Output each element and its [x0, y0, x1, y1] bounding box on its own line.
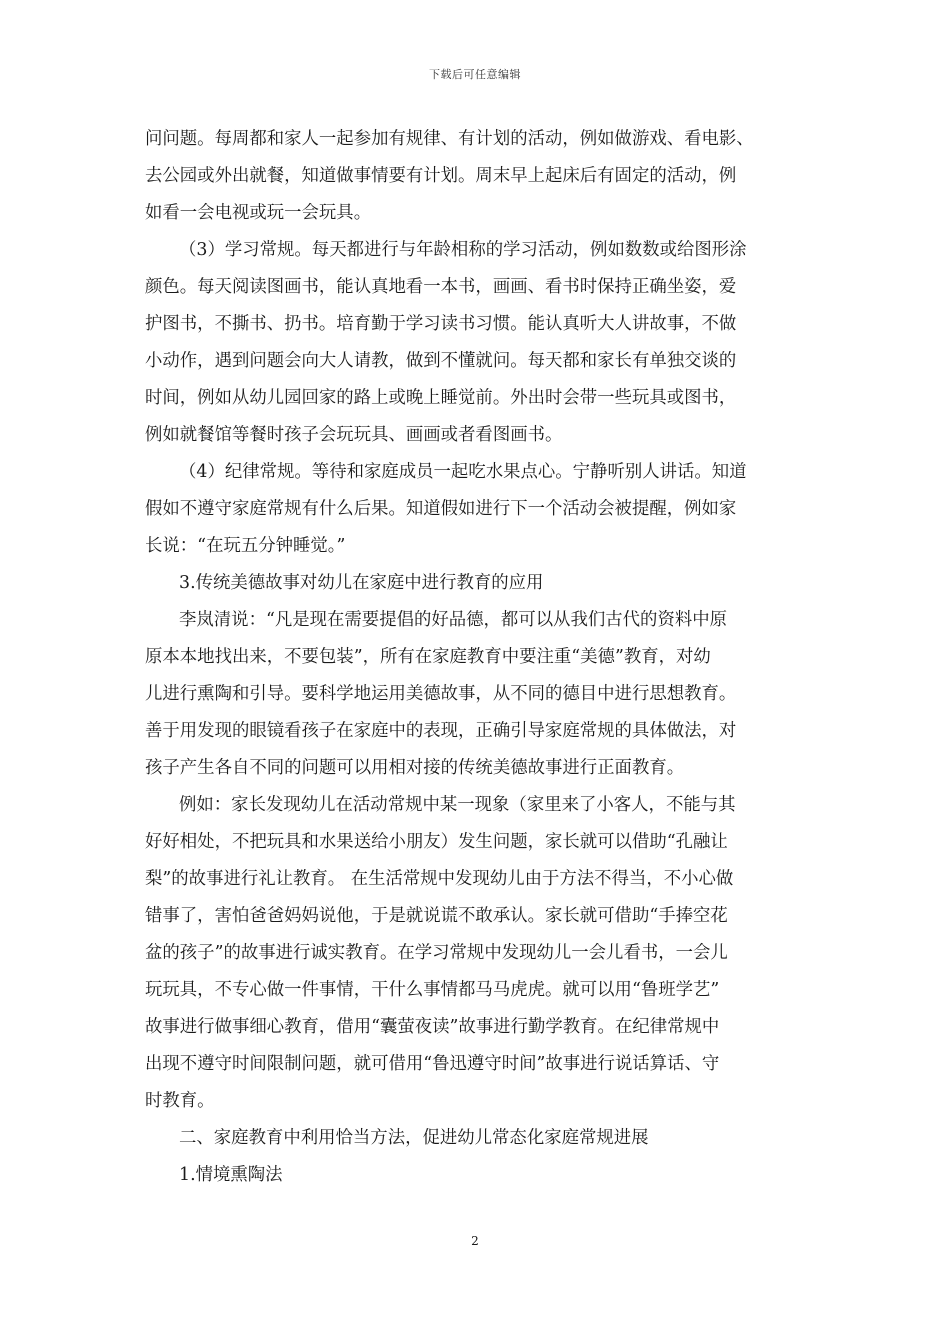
text-line: 故事进行做事细心教育，借用“囊萤夜读”故事进行勤学教育。在纪律常规中	[145, 1017, 720, 1037]
text-line: （4）纪律常规。等待和家庭成员一起吃水果点心。宁静听别人讲话。知道	[179, 462, 747, 482]
text-line: 长说：“在玩五分钟睡觉。”	[145, 536, 346, 556]
text-line: 错事了，害怕爸爸妈妈说他，于是就说谎不敢承认。家长就可借助“手捧空花	[145, 906, 728, 926]
text-line: 如看一会电视或玩一会玩具。	[145, 203, 372, 223]
text-line: 孩子产生各自不同的问题可以用相对接的传统美德故事进行正面教育。	[145, 758, 685, 778]
text-line: 玩玩具，不专心做一件事情，干什么事情都马马虎虎。就可以用“鲁班学艺”	[145, 980, 720, 1000]
text-line: 假如不遵守家庭常规有什么后果。知道假如进行下一个活动会被提醒，例如家	[145, 499, 737, 519]
text-line: 3.传统美德故事对幼儿在家庭中进行教育的应用	[179, 573, 544, 593]
text-line: 颜色。每天阅读图画书，能认真地看一本书，画画、看书时保持正确坐姿，爱	[145, 277, 737, 297]
text-line: 护图书，不撕书、扔书。培育勤于学习读书习惯。能认真听大人讲故事，不做	[145, 314, 737, 334]
text-line: 问问题。每周都和家人一起参加有规律、有计划的活动，例如做游戏、看电影、	[145, 129, 754, 149]
text-line: 梨”的故事进行礼让教育。 在生活常规中发现幼儿由于方法不得当，不小心做	[145, 869, 734, 889]
text-line: 好好相处，不把玩具和水果送给小朋友）发生问题，家长就可以借助“孔融让	[145, 832, 728, 852]
page-header: 下载后可任意编辑	[429, 68, 521, 81]
text-line: 善于用发现的眼镜看孩子在家庭中的表现，正确引导家庭常规的具体做法，对	[145, 721, 737, 741]
text-line: 盆的孩子”的故事进行诚实教育。在学习常规中发现幼儿一会儿看书，一会儿	[145, 943, 728, 963]
text-line: 例如：家长发现幼儿在活动常规中某一现象（家里来了小客人，不能与其	[179, 795, 736, 815]
text-line: 1.情境熏陶法	[179, 1165, 283, 1185]
text-line: 时教育。	[145, 1091, 215, 1111]
text-line: 原本本地找出来，不要包装”，所有在家庭教育中要注重“美德”教育，对幼	[145, 647, 711, 667]
page-number: 2	[471, 1234, 479, 1248]
text-line: 出现不遵守时间限制问题，就可借用“鲁迅遵守时间”故事进行说话算话、守	[145, 1054, 720, 1074]
text-line: 小动作，遇到问题会向大人请教，做到不懂就问。每天都和家长有单独交谈的	[145, 351, 737, 371]
text-line: 例如就餐馆等餐时孩子会玩玩具、画画或者看图画书。	[145, 425, 563, 445]
text-line: 李岚清说：“凡是现在需要提倡的好品德，都可以从我们古代的资料中原	[179, 610, 728, 630]
text-line: 时间，例如从幼儿园回家的路上或晚上睡觉前。外出时会带一些玩具或图书，	[145, 388, 737, 408]
text-line: 去公园或外出就餐，知道做事情要有计划。周末早上起床后有固定的活动，例	[145, 166, 737, 186]
text-line: 儿进行熏陶和引导。要科学地运用美德故事，从不同的德目中进行思想教育。	[145, 684, 737, 704]
text-line: 二、家庭教育中利用恰当方法，促进幼儿常态化家庭常规进展	[179, 1128, 649, 1148]
text-line: （3）学习常规。每天都进行与年龄相称的学习活动，例如数数或给图形涂	[179, 240, 747, 260]
document-body	[145, 121, 810, 1194]
